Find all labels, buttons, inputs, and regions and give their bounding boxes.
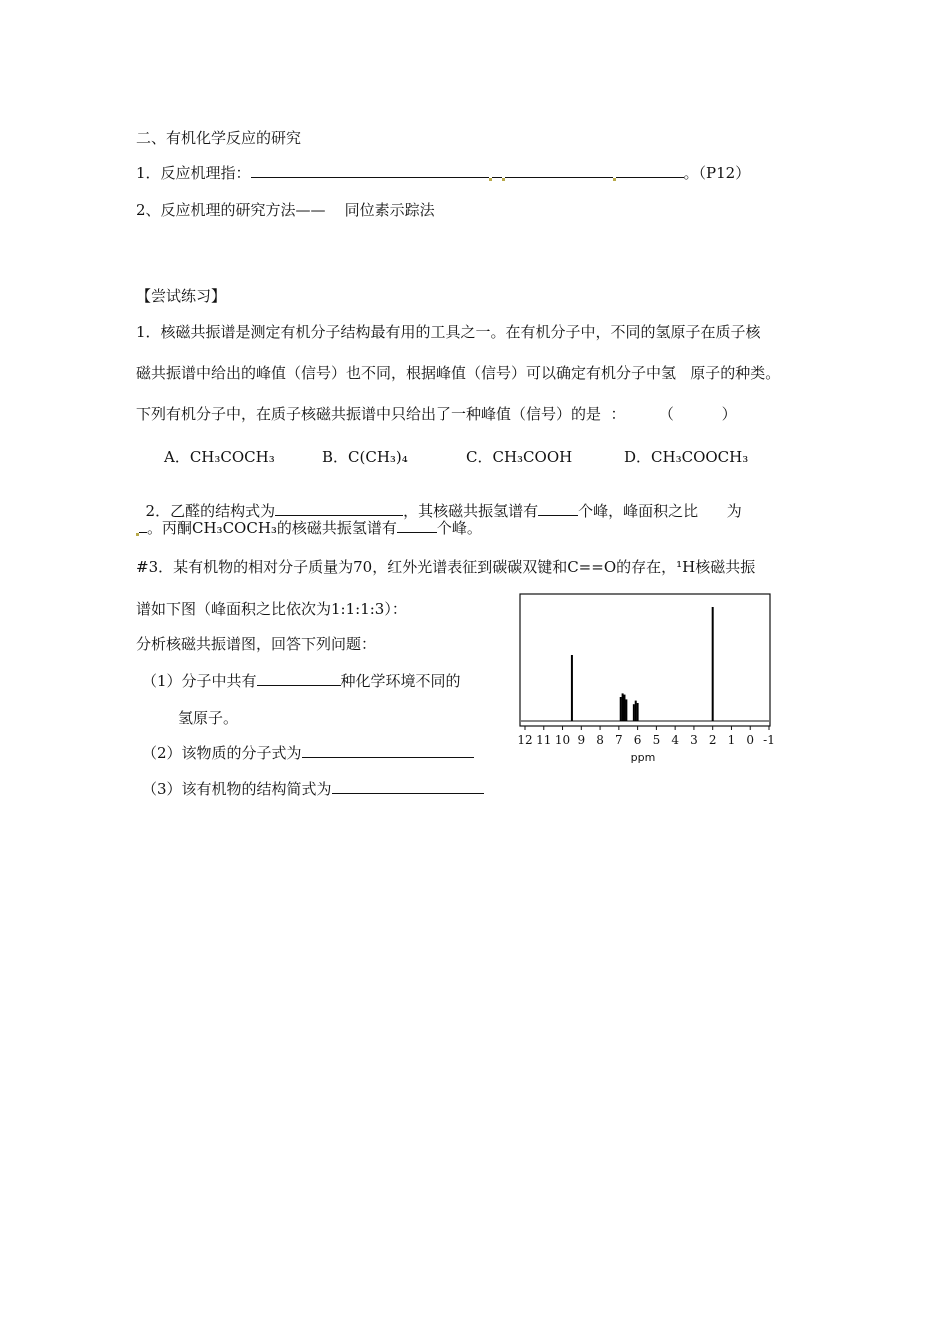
answer-blank[interactable] — [257, 671, 341, 686]
answer-blank[interactable] — [275, 501, 403, 516]
answer-blank[interactable] — [251, 163, 489, 178]
option-d: D．CH₃COOCH₃ — [624, 448, 749, 466]
x-tick-label: 1 — [727, 733, 736, 747]
sub-question-1-cont: 氢原子。 — [178, 709, 239, 727]
answer-blank[interactable] — [302, 743, 474, 758]
sub-question-1 — [142, 671, 461, 691]
x-axis-label: ppm — [630, 751, 656, 764]
x-tick-label: 2 — [708, 733, 717, 747]
question-3-line-3: 分析核磁共振谱图，回答下列问题： — [136, 635, 377, 653]
question-3-line-1: #3．某有机物的相对分子质量为70，红外光谱表征到碳碳双键和C==O的存在，¹H核磁共振 — [136, 558, 756, 576]
x-tick-label: 11 — [536, 733, 552, 747]
sub3-text: （3）该有机物的结构简式为 — [142, 780, 332, 798]
answer-blank[interactable] — [332, 779, 484, 794]
plot-frame — [520, 594, 770, 726]
practice-heading: 【尝试练习】 — [136, 287, 227, 305]
x-tick-label: 7 — [615, 733, 623, 747]
q2-text-3: 个峰，峰面积之比 为 — [578, 502, 742, 520]
x-tick-label: 3 — [690, 733, 698, 747]
question-2-line-2 — [136, 518, 482, 538]
scan-mark — [489, 178, 492, 181]
answer-blank[interactable] — [505, 163, 613, 178]
scan-mark — [136, 533, 139, 536]
x-tick-label: 6 — [633, 733, 642, 747]
question-1-line-2: 磁共振谱中给出的峰值（信号）也不同，根据峰值（信号）可以确定有机分子中氢 原子的种类。 — [136, 364, 781, 382]
answer-blank[interactable] — [538, 501, 578, 516]
answer-blank[interactable] — [139, 518, 147, 533]
x-tick-label: 8 — [596, 733, 604, 747]
x-tick-label: 4 — [671, 733, 679, 747]
q2-text-4: 。丙酮CH₃COCH₃的核磁共振氢谱有 — [147, 519, 397, 537]
sub2-text: （2）该物质的分子式为 — [142, 744, 302, 762]
sub1-text-b: 种化学环境不同的 — [340, 672, 461, 690]
question-1-line-3: 下列有机分子中，在质子核磁共振谱中只给出了一种峰值（信号）的是 ： （ ） — [136, 405, 737, 423]
peaks-group — [521, 607, 769, 721]
sub-question-2 — [142, 743, 474, 763]
q2-text-1: 2．乙醛的结构式为 — [145, 502, 276, 520]
option-b: B．C(CH₃)₄ — [322, 448, 408, 466]
x-ticks-group — [517, 726, 774, 747]
option-c: C．CH₃COOH — [466, 448, 573, 466]
question-1-line-1: 1．核磁共振谱是测定有机分子结构最有用的工具之一。在有机分子中，不同的氢原子在质子核 — [136, 323, 761, 341]
nmr-spectrum-chart — [517, 591, 775, 771]
x-tick-label: -1 — [763, 733, 775, 747]
answer-blank[interactable] — [397, 518, 437, 533]
x-tick-label: 10 — [554, 733, 571, 747]
x-tick-label: 0 — [746, 733, 755, 747]
sub-question-3 — [142, 779, 484, 799]
x-tick-label: 9 — [577, 733, 586, 747]
section-heading: 二、有机化学反应的研究 — [136, 129, 302, 147]
x-tick-label: 5 — [652, 733, 661, 747]
option-a: A．CH₃COCH₃ — [164, 448, 275, 466]
q2-text-2: ，其核磁共振氢谱有 — [403, 502, 539, 520]
answer-blank[interactable] — [616, 163, 684, 178]
x-tick-label: 12 — [517, 733, 533, 747]
item-2: 2、反应机理的研究方法—— 同位素示踪法 — [136, 201, 435, 219]
sub1-text-a: （1）分子中共有 — [142, 672, 257, 690]
answer-blank[interactable] — [492, 163, 502, 178]
item-1-suffix: 。（P12） — [683, 164, 751, 182]
scan-mark — [502, 178, 505, 181]
item-1 — [136, 163, 750, 183]
question-3-line-2: 谱如下图（峰面积之比依次为1:1:1:3）： — [136, 600, 407, 618]
scan-mark — [613, 178, 616, 181]
q2-text-5: 个峰。 — [436, 519, 482, 537]
item-1-prefix: 1．反应机理指： — [136, 164, 251, 182]
question-2-line-1 — [136, 481, 742, 521]
